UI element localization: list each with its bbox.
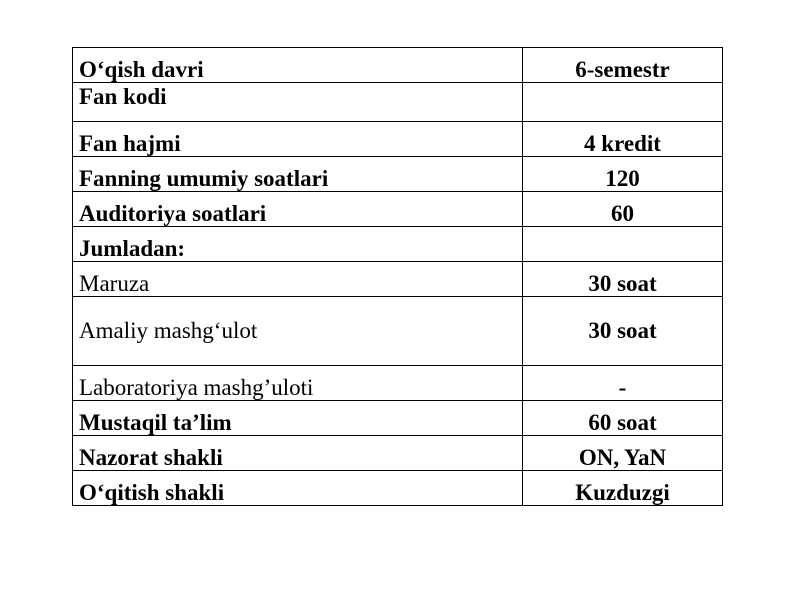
table-row-course-code (73, 83, 723, 122)
row-label: Fan hajmi (73, 122, 523, 157)
row-value (523, 227, 723, 262)
table-row-control-form (73, 436, 723, 471)
row-value: 6-semestr (523, 48, 723, 83)
row-label: Mustaqil ta’lim (73, 401, 523, 436)
row-label: O‘qitish shakli (73, 471, 523, 506)
row-label: Amaliy mashg‘ulot (73, 297, 523, 366)
table-row-study-form (73, 471, 723, 506)
table-row-auditorium-hours (73, 192, 723, 227)
row-label: Fanning umumiy soatlari (73, 157, 523, 192)
row-value: 30 soat (523, 262, 723, 297)
table-row-semester (73, 48, 723, 83)
row-value (523, 83, 723, 122)
row-label: Laboratoriya mashg’uloti (73, 366, 523, 401)
row-value: Kuzduzgi (523, 471, 723, 506)
row-value: 60 soat (523, 401, 723, 436)
row-label: Maruza (73, 262, 523, 297)
row-value: 60 (523, 192, 723, 227)
row-value: 120 (523, 157, 723, 192)
row-value: 30 soat (523, 297, 723, 366)
table-row-including (73, 227, 723, 262)
row-label: O‘qish davri (73, 48, 523, 83)
course-info-table (72, 47, 723, 506)
table-row-practical (73, 297, 723, 366)
row-label: Fan kodi (73, 83, 523, 122)
row-value: 4 kredit (523, 122, 723, 157)
row-value: ON, YaN (523, 436, 723, 471)
row-label: Jumladan: (73, 227, 523, 262)
table-row-independent-study (73, 401, 723, 436)
row-label: Auditoriya soatlari (73, 192, 523, 227)
table-row-laboratory (73, 366, 723, 401)
table-row-total-hours (73, 157, 723, 192)
table-row-course-volume (73, 122, 723, 157)
table-row-lecture (73, 262, 723, 297)
row-label: Nazorat shakli (73, 436, 523, 471)
row-value: - (523, 366, 723, 401)
